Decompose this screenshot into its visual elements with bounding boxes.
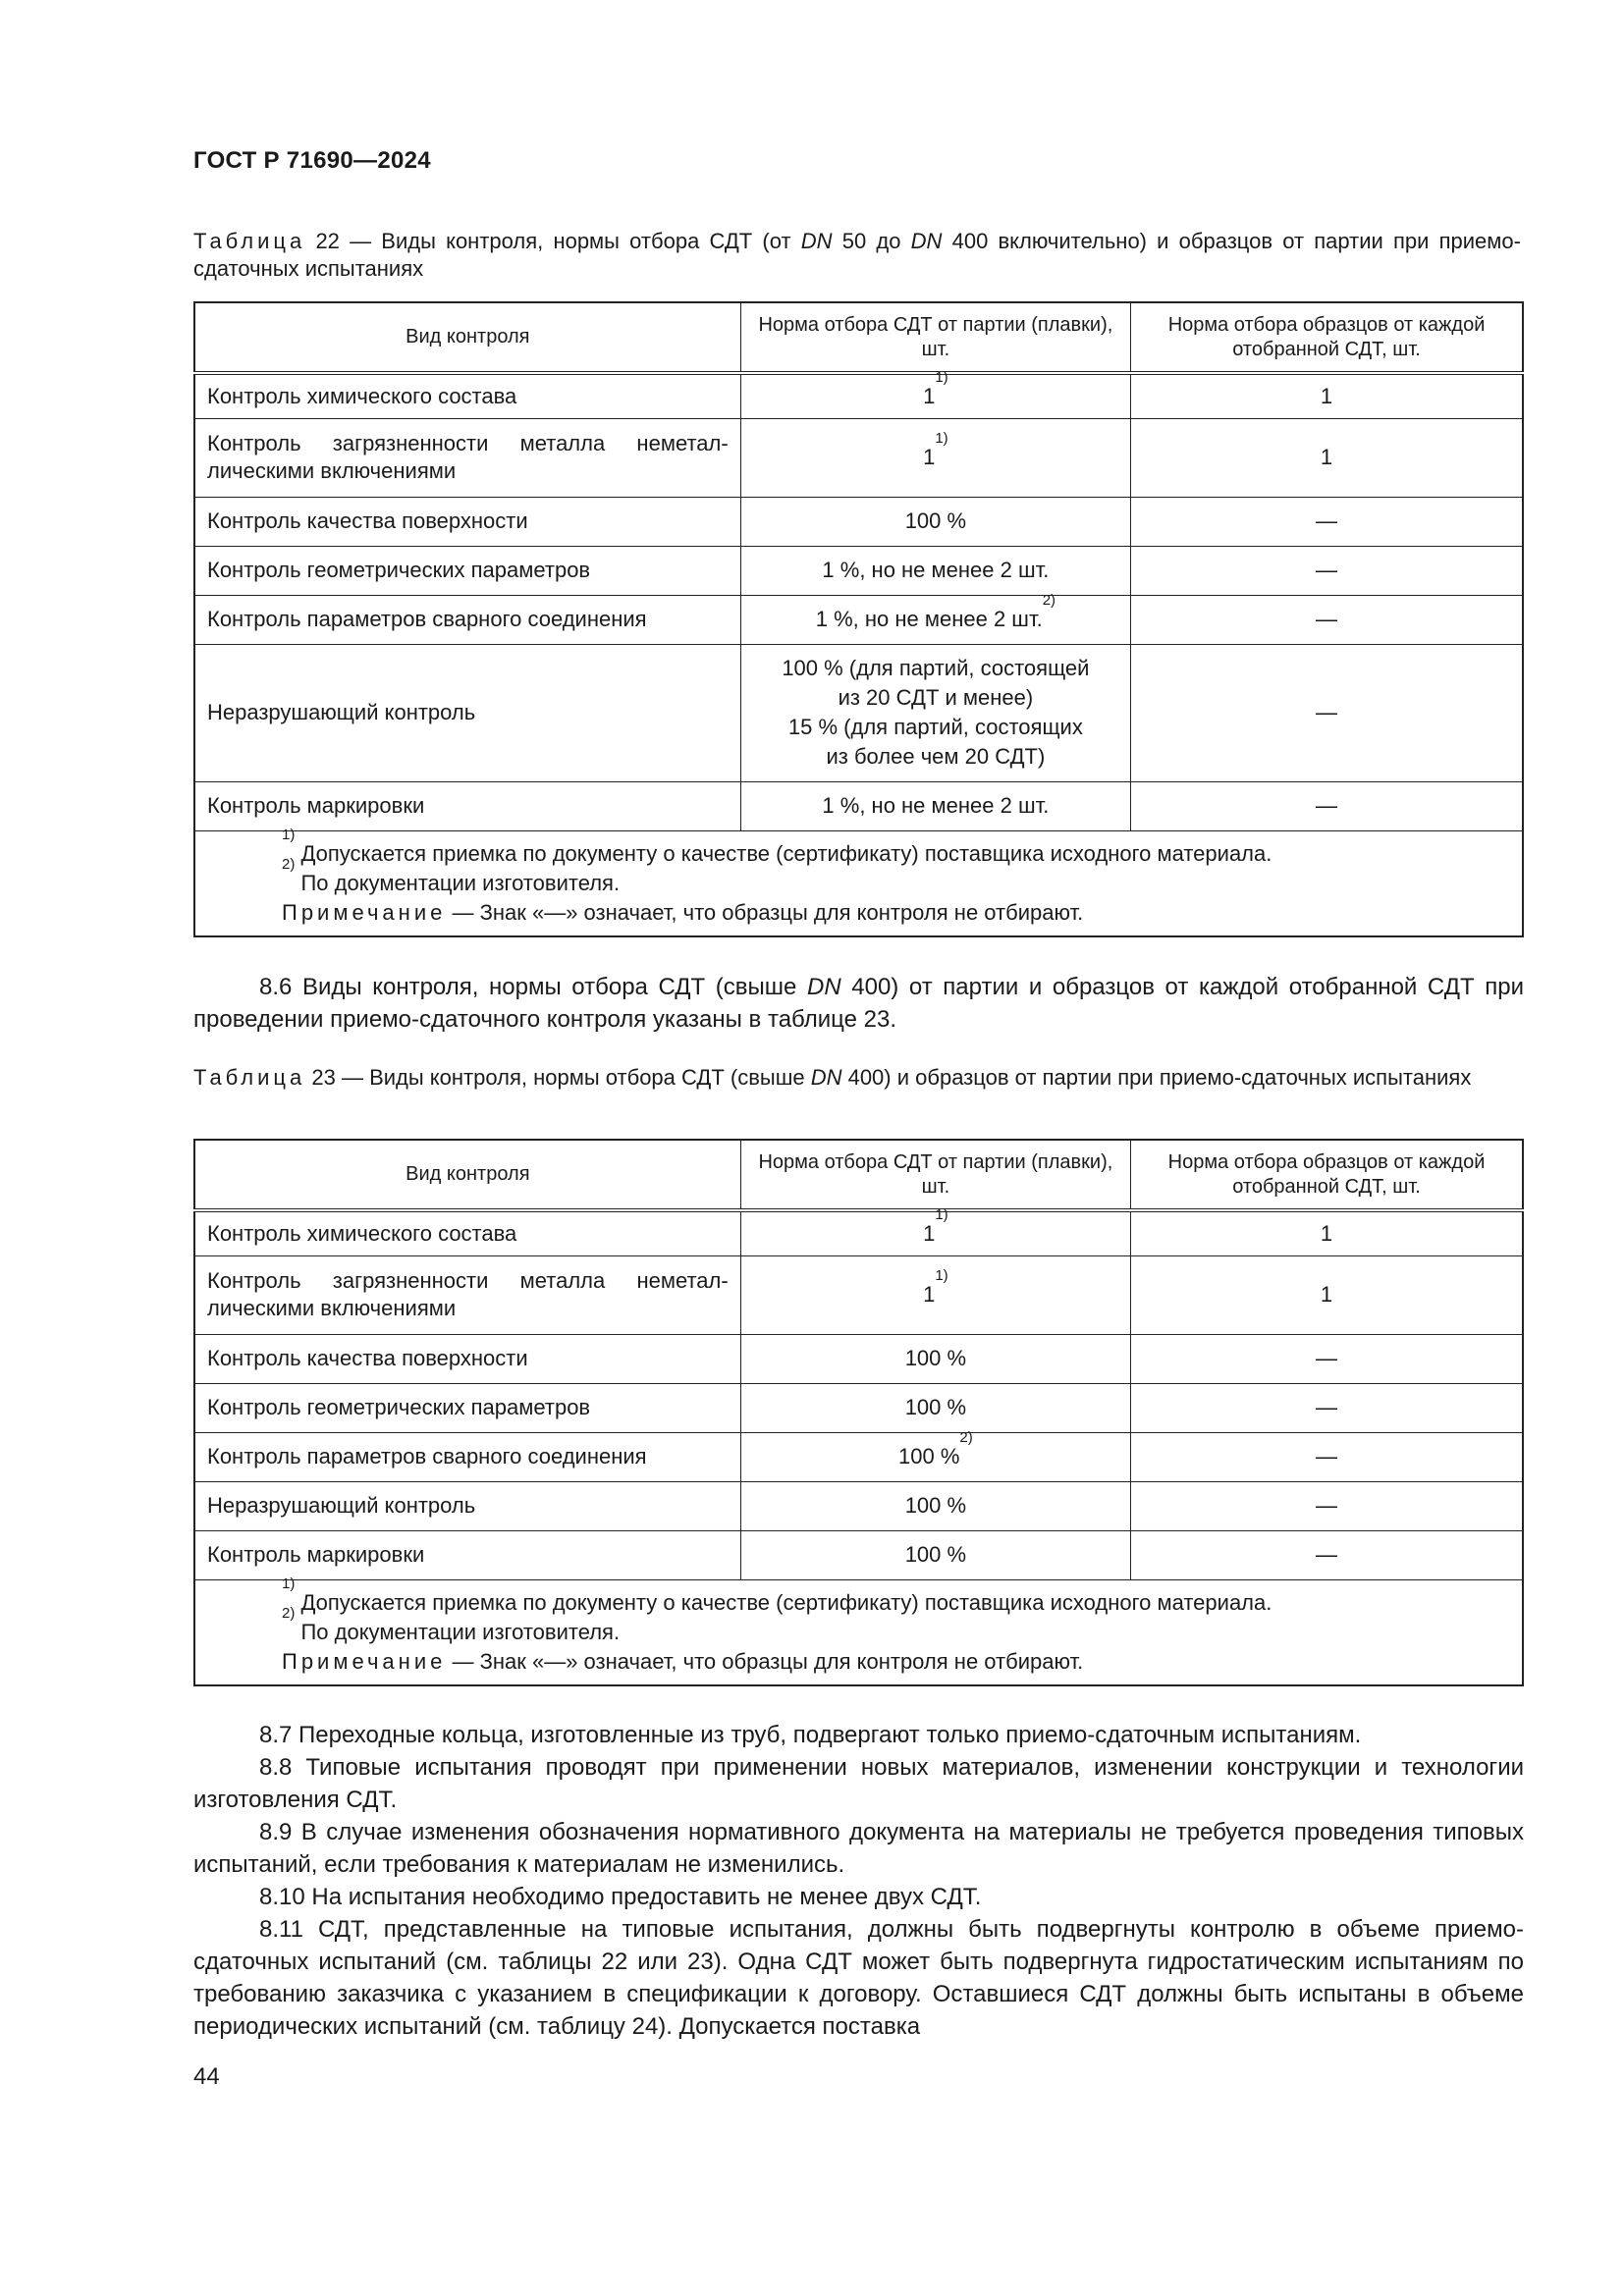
- footnote-2: $^{2)}$ По документации изготовителя.: [282, 1604, 621, 1644]
- table-23-cell: Контроль параметров сварного соединения: [194, 1432, 740, 1481]
- table-23-cell: 1$^{1)}$: [740, 1255, 1130, 1334]
- table-row: [194, 1383, 1523, 1432]
- table-22-cell: 1$^{1)}$: [740, 418, 1130, 497]
- table-row: [194, 497, 1523, 546]
- table-23-caption: [193, 1064, 1521, 1092]
- table-23-cell: 1: [1131, 1255, 1523, 1334]
- table-23-cell: —: [1131, 1481, 1523, 1530]
- table-row: [194, 1432, 1523, 1481]
- table-22-header-kind: Вид контроля: [194, 302, 740, 373]
- table-23-cell: 1: [1131, 1210, 1523, 1255]
- table-23-cell: Контроль качества поверхности: [194, 1334, 740, 1383]
- table-22-cell: —: [1131, 546, 1523, 595]
- table-22-caption-mid: 50 до: [832, 229, 911, 253]
- table-22: [193, 301, 1524, 937]
- table-23-cell: Контроль геометрических параметров: [194, 1383, 740, 1432]
- document-header: ГОСТ Р 71690—2024: [193, 147, 431, 174]
- table-22-cell: Контроль геометрических параметров: [194, 546, 740, 595]
- table-23-header-sample-norm: Норма отбора образцов от каждой отобранной СДТ, шт.: [1131, 1140, 1523, 1210]
- body-paragraphs: [193, 1719, 1524, 2043]
- table-row: [194, 546, 1523, 595]
- table-22-caption-dn1: DN: [800, 229, 833, 253]
- table-22-caption-pre: 22 — Виды контроля, нормы отбора СДТ (от: [305, 229, 801, 253]
- table-22-header-pipe-norm: Норма отбора СДТ от партии (плавки), шт.: [740, 302, 1130, 373]
- table-22-cell: 100 %: [740, 497, 1130, 546]
- table-22-cell: Неразрушающий контроль: [194, 644, 740, 781]
- table-22-cell: 1: [1131, 373, 1523, 418]
- table-23-cell: 100 %: [740, 1334, 1130, 1383]
- table-22-cell: —: [1131, 644, 1523, 781]
- table-row: [194, 1530, 1523, 1579]
- table-23-cell: 1$^{1)}$: [740, 1210, 1130, 1255]
- table-22-cell: Контроль химического состава: [194, 373, 740, 418]
- table-23-cell: Контроль загрязненности металла неметал-лическими включениями: [194, 1255, 740, 1334]
- table-23-cell: —: [1131, 1432, 1523, 1481]
- table-22-cell: Контроль загрязненности металла неметал-лическими включениями: [194, 418, 740, 497]
- table-23: [193, 1139, 1524, 1686]
- paragraph-8-9: 8.9 В случае изменения обозначения нормативного документа на материалы не требуется проведения типовых испытаний, если требования к материалам не изменились.: [193, 1819, 1524, 1878]
- table-row: [194, 781, 1523, 830]
- table-23-header-kind: Вид контроля: [194, 1140, 740, 1210]
- table-22-cell: —: [1131, 781, 1523, 830]
- paragraph-8-11: 8.11 СДТ, представленные на типовые испытания, должны быть подвергнуты контролю в объеме приемо-сдаточных испытаний (см. таблицы 22 или 23). Одна СДТ может быть подвергнута гидростатическим испытаниям по требованию заказчика с указанием в спецификации к договору. Оставшиеся СДТ должны быть испытаны в объеме периодических испытаний (см. таблицу 24). Допускается поставка: [193, 1916, 1524, 2040]
- footnote-2: $^{2)}$ По документации изготовителя.: [282, 855, 621, 895]
- footnote-1: $^{1)}$ Допускается приемка по документу о качестве (сертификату) поставщика исходного материала.: [282, 1575, 1272, 1615]
- table-row: [194, 1255, 1523, 1334]
- table-23-cell: 100 %$^{2)}$: [740, 1432, 1130, 1481]
- table-23-caption-word: Таблица: [193, 1065, 306, 1090]
- table-22-cell: Контроль качества поверхности: [194, 497, 740, 546]
- table-23-cell: Неразрушающий контроль: [194, 1481, 740, 1530]
- table-22-cell: Контроль параметров сварного соединения: [194, 595, 740, 644]
- table-row: [194, 1481, 1523, 1530]
- table-row: [194, 1334, 1523, 1383]
- table-23-caption-post: 400) и образцов от партии при приемо-сдаточных испытаниях: [841, 1065, 1472, 1090]
- table-23-cell: —: [1131, 1334, 1523, 1383]
- table-22-cell: 1$^{1)}$: [740, 373, 1130, 418]
- table-23-header-pipe-norm: Норма отбора СДТ от партии (плавки), шт.: [740, 1140, 1130, 1210]
- table-23-cell: 100 %: [740, 1530, 1130, 1579]
- table-row: [194, 644, 1523, 781]
- table-23-cell: Контроль маркировки: [194, 1530, 740, 1579]
- table-23-cell: —: [1131, 1530, 1523, 1579]
- table-row: [194, 1210, 1523, 1255]
- paragraph-8-10: 8.10 На испытания необходимо предоставить не менее двух СДТ.: [259, 1884, 982, 1910]
- table-23-cell: 100 %: [740, 1383, 1130, 1432]
- table-22-caption: [193, 228, 1521, 283]
- table-23-caption-pre: 23 — Виды контроля, нормы отбора СДТ (свыше: [305, 1065, 811, 1090]
- table-23-cell: Контроль химического состава: [194, 1210, 740, 1255]
- table-22-header-sample-norm: Норма отбора образцов от каждой отобранной СДТ, шт.: [1131, 302, 1523, 373]
- page-number: 44: [193, 2063, 220, 2090]
- table-22-footnotes: [194, 830, 1523, 936]
- table-23-caption-dn: DN: [810, 1065, 842, 1090]
- table-22-cell: 1 %, но не менее 2 шт.$^{2)}$: [740, 595, 1130, 644]
- table-22-cell: 1: [1131, 418, 1523, 497]
- table-22-caption-dn2: DN: [910, 229, 943, 253]
- paragraph-8-7: 8.7 Переходные кольца, изготовленные из труб, подвергают только приемо-сдаточным испытаниям.: [259, 1722, 1362, 1748]
- table-22-cell: Контроль маркировки: [194, 781, 740, 830]
- table-22-cell: —: [1131, 595, 1523, 644]
- table-22-caption-post: 400 включительно) и образцов от партии при приемо-сдаточных испытаниях: [193, 229, 1521, 281]
- table-23-cell: 100 %: [740, 1481, 1130, 1530]
- table-note: Примечание — Знак «—» означает, что образцы для контроля не отбирают.: [282, 1648, 1084, 1674]
- table-row: [194, 373, 1523, 418]
- table-23-cell: —: [1131, 1383, 1523, 1432]
- table-22-caption-word: Таблица: [193, 229, 306, 253]
- table-row: [194, 595, 1523, 644]
- footnote-1: $^{1)}$ Допускается приемка по документу о качестве (сертификату) поставщика исходного материала.: [282, 826, 1272, 866]
- table-22-cell: 1 %, но не менее 2 шт.: [740, 546, 1130, 595]
- table-23-footnotes: [194, 1579, 1523, 1685]
- table-row: [194, 418, 1523, 497]
- table-note: Примечание — Знак «—» означает, что образцы для контроля не отбирают.: [282, 899, 1084, 925]
- paragraph-8-6: 8.6 Виды контроля, нормы отбора СДТ (свыше DN 400) от партии и образцов от каждой отобранной СДТ при проведении приемо-сдаточного контроля указаны в таблице 23.: [193, 974, 1524, 1033]
- table-22-cell: —: [1131, 497, 1523, 546]
- paragraph-8-8: 8.8 Типовые испытания проводят при применении новых материалов, изменении конструкции и технологии изготовления СДТ.: [193, 1754, 1524, 1813]
- table-22-cell: 100 % (для партий, состоящей из 20 СДТ и менее) 15 % (для партий, состоящих из более чем 20 СДТ): [740, 644, 1130, 781]
- table-22-cell: 1 %, но не менее 2 шт.: [740, 781, 1130, 830]
